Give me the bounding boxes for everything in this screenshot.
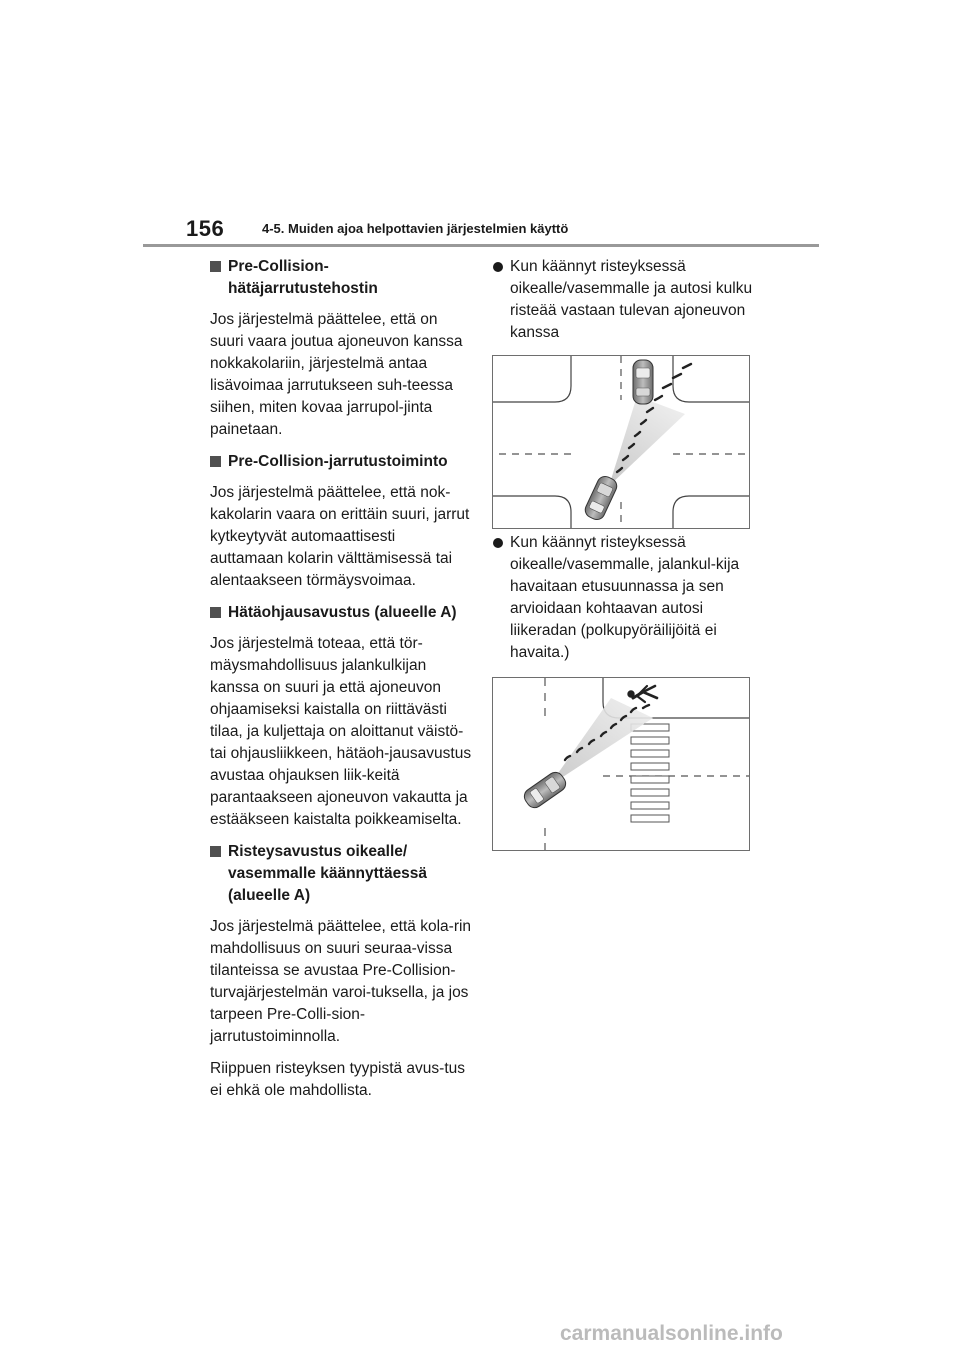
paragraph-intersection-assist: Jos järjestelmä päättelee, että kola-rin mahdollisuus on suuri seuraa-vissa tilanteissa se avustaa Pre-Collision-turvajärjestelmän varoi-tuksella, ja jos tarpeen Pre-Colli-sion-jarrutustoiminnolla. bbox=[210, 918, 472, 1045]
footer-watermark: carmanualsonline.info bbox=[560, 1322, 783, 1345]
bullet-dot-icon bbox=[493, 262, 503, 272]
square-bullet-icon bbox=[210, 607, 221, 618]
paragraph-steering-assist: Jos järjestelmä toteaa, että tör-mäysmahdollisuus jalankulkijan kanssa on suuri ja että ajoneuvon ohjaamiseksi kaistalla on riittävästi tilaa, ja kuljettaja on aloittanut väistö- tai ohjausliikkeen, hätäoh-jausavustus avustaa ohjauksen liik-keitä parantaakseen ajoneuvon vakautta ja estääkseen kaistalta poikkeamiselta. bbox=[210, 635, 472, 828]
bullet-oncoming-vehicle: Kun käännyt risteyksessä oikealle/vasemmalle ja autosi kulku risteää vastaan tulevan ajoneuvon kanssa bbox=[492, 256, 754, 344]
paragraph-brake-assist: Jos järjestelmä päättelee, että on suuri vaara joutua ajoneuvon kanssa nokkakolariin, järjestelmä antaa lisävoimaa jarrutukseen suh-teessa siihen, miten kovaa jarrupol-jinta painetaan. bbox=[210, 311, 463, 438]
paragraph-intersection-note: Riippuen risteyksen tyypistä avus-tus ei ehkä ole mahdollista. bbox=[210, 1060, 466, 1099]
header-divider bbox=[143, 244, 819, 247]
square-bullet-icon bbox=[210, 456, 221, 467]
left-column bbox=[210, 256, 472, 1112]
paragraph-braking: Jos järjestelmä päättelee, että nok-kakolarin vaara on erittäin suuri, jarrut kytkeytyvät automaattisesti auttamaan kolarin välttämisessä tai alentaakseen törmäysvoimaa. bbox=[210, 484, 470, 589]
heading-intersection-assist: Risteysavustus oikealle/ vasemmalle käännyttäessä (alueelle A) bbox=[210, 841, 472, 907]
page-number: 156 bbox=[186, 216, 225, 241]
bullet-pedestrian: Kun käännyt risteyksessä oikealle/vasemmalle, jalankul-kija havaitaan etusuunnassa ja sen arvioidaan kohtaavan autosi liikeradan (polkupyöräilijöitä ei havaita.) bbox=[492, 532, 754, 664]
heading-pre-collision-brake-assist: Pre-Collision-hätäjarrutustehostin bbox=[210, 256, 472, 300]
square-bullet-icon bbox=[210, 846, 221, 857]
section-title: 4-5. Muiden ajoa helpottavien järjestelmien käyttö bbox=[262, 221, 569, 236]
right-column-lower bbox=[492, 532, 754, 672]
square-bullet-icon bbox=[210, 261, 221, 272]
heading-emergency-steering-assist: Hätäohjausavustus (alueelle A) bbox=[210, 602, 472, 624]
intersection-oncoming-vehicle-illustration bbox=[492, 355, 750, 529]
right-column bbox=[492, 256, 754, 352]
intersection-pedestrian-crossing-illustration bbox=[492, 677, 750, 851]
bullet-dot-icon bbox=[493, 538, 503, 548]
heading-pre-collision-braking: Pre-Collision-jarrutustoiminto bbox=[210, 451, 472, 473]
